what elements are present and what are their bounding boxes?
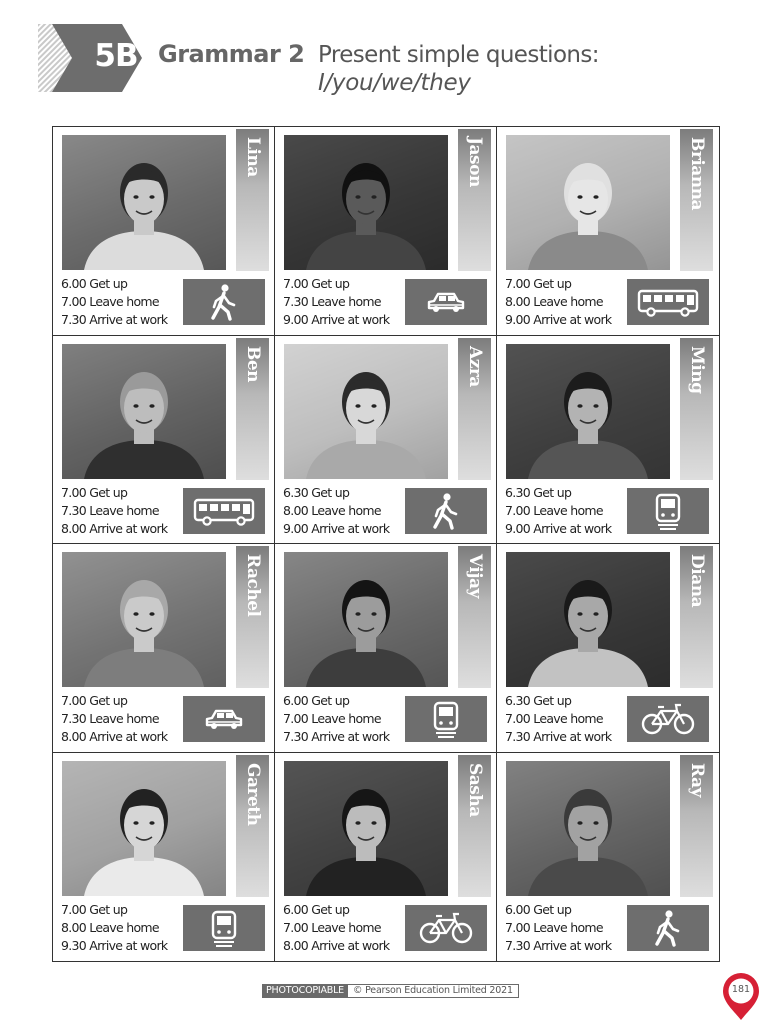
leave-home-time: 7.00 Leave home <box>283 711 381 726</box>
transport-box <box>627 279 709 325</box>
get-up-time: 6.00 Get up <box>283 693 350 708</box>
transport-box <box>405 696 487 742</box>
get-up-time: 7.00 Get up <box>283 276 350 291</box>
leave-home-time: 7.30 Leave home <box>61 711 159 726</box>
person-name: Sasha <box>465 762 485 817</box>
daily-schedule <box>505 275 611 329</box>
people-card-grid <box>52 126 720 962</box>
name-strip <box>680 755 713 897</box>
person-photo <box>284 344 448 479</box>
person-name: Rachel <box>243 554 263 617</box>
leave-home-time: 7.00 Leave home <box>505 502 603 518</box>
copyright-text: © Pearson Education Limited 2021 <box>348 984 519 998</box>
person-photo <box>62 135 226 270</box>
arrive-at-work-time: 9.00 Arrive at work <box>283 312 390 327</box>
leave-home-time: 7.00 Leave home <box>505 711 603 726</box>
person-photo <box>506 344 670 479</box>
person-name: Ben <box>243 345 263 382</box>
person-card-jason <box>275 127 497 336</box>
get-up-time: 7.00 Get up <box>61 693 128 708</box>
arrive-at-work-time: 8.00 Arrive at work <box>283 937 390 953</box>
arrive-at-work-time: 7.30 Arrive at work <box>283 729 390 744</box>
name-strip <box>236 755 269 897</box>
person-card-vijay <box>275 544 497 753</box>
get-up-time: 6.30 Get up <box>505 693 572 708</box>
bus-icon <box>627 279 709 325</box>
person-name: Jason <box>465 137 485 187</box>
person-photo <box>506 552 670 687</box>
transport-box <box>627 488 709 534</box>
leave-home-time: 8.00 Leave home <box>505 294 603 309</box>
person-photo <box>62 344 226 479</box>
person-name: Ming <box>687 345 707 394</box>
person-photo <box>62 552 226 687</box>
daily-schedule <box>283 901 389 955</box>
person-card-ray <box>497 753 719 962</box>
arrive-at-work-time: 7.30 Arrive at work <box>61 312 168 327</box>
leave-home-time: 7.30 Leave home <box>283 294 381 309</box>
footer-notice <box>262 984 519 998</box>
daily-schedule <box>505 484 611 538</box>
person-name: Lina <box>243 137 263 177</box>
person-photo <box>284 761 448 896</box>
arrive-at-work-time: 7.30 Arrive at work <box>505 937 612 953</box>
daily-schedule <box>61 692 167 746</box>
train-icon <box>627 488 709 534</box>
transport-box <box>405 279 487 325</box>
arrive-at-work-time: 8.00 Arrive at work <box>61 729 168 744</box>
leave-home-time: 7.00 Leave home <box>283 919 381 935</box>
bicycle-icon <box>627 696 709 742</box>
car-icon <box>405 279 487 325</box>
arrive-at-work-time: 9.00 Arrive at work <box>505 312 612 327</box>
transport-box <box>183 488 265 534</box>
daily-schedule <box>61 901 167 955</box>
train-icon <box>405 696 487 742</box>
name-strip <box>680 129 713 271</box>
map-pin-icon <box>721 972 761 1022</box>
unit-number: 5B <box>94 38 138 74</box>
person-card-sasha <box>275 753 497 962</box>
daily-schedule <box>61 484 167 538</box>
get-up-time: 7.00 Get up <box>505 276 572 291</box>
get-up-time: 6.00 Get up <box>61 276 128 291</box>
person-card-lina <box>53 127 275 336</box>
page-number: 181 <box>731 984 751 995</box>
leave-home-time: 7.30 Leave home <box>61 502 159 518</box>
person-card-brianna <box>497 127 719 336</box>
name-strip <box>458 755 491 897</box>
person-photo <box>284 552 448 687</box>
transport-box <box>183 696 265 742</box>
name-strip <box>458 546 491 688</box>
get-up-time: 6.00 Get up <box>505 901 572 917</box>
leave-home-time: 7.00 Leave home <box>61 294 159 309</box>
get-up-time: 7.00 Get up <box>61 484 128 500</box>
leave-home-time: 8.00 Leave home <box>283 502 381 518</box>
transport-box <box>183 905 265 951</box>
daily-schedule <box>61 275 167 329</box>
person-card-rachel <box>53 544 275 753</box>
photocopiable-label: PHOTOCOPIABLE <box>262 984 348 998</box>
person-name: Diana <box>687 554 707 608</box>
bicycle-icon <box>405 905 487 951</box>
walk-icon <box>627 905 709 951</box>
walk-icon <box>405 488 487 534</box>
arrive-at-work-time: 9.00 Arrive at work <box>505 520 612 536</box>
person-card-ben <box>53 336 275 545</box>
name-strip <box>236 129 269 271</box>
transport-box <box>627 696 709 742</box>
name-strip <box>236 546 269 688</box>
car-icon <box>183 696 265 742</box>
topic-title: Present simple questions: <box>318 42 599 68</box>
arrive-at-work-time: 9.30 Arrive at work <box>61 937 168 953</box>
get-up-time: 6.00 Get up <box>283 901 350 917</box>
section-title: Grammar 2 <box>158 40 305 68</box>
leave-home-time: 8.00 Leave home <box>61 919 159 935</box>
person-photo <box>506 135 670 270</box>
train-icon <box>183 905 265 951</box>
name-strip <box>236 338 269 480</box>
arrive-at-work-time: 9.00 Arrive at work <box>283 520 390 536</box>
person-card-gareth <box>53 753 275 962</box>
name-strip <box>680 338 713 480</box>
unit-badge <box>38 24 160 92</box>
person-card-ming <box>497 336 719 545</box>
page-header <box>0 0 768 110</box>
person-card-diana <box>497 544 719 753</box>
topic-pronouns: I/you/we/they <box>318 70 471 96</box>
transport-box <box>405 488 487 534</box>
leave-home-time: 7.00 Leave home <box>505 919 603 935</box>
transport-box <box>405 905 487 951</box>
daily-schedule <box>283 275 389 329</box>
bus-icon <box>183 488 265 534</box>
page-number-marker <box>721 972 761 1022</box>
get-up-time: 7.00 Get up <box>61 901 128 917</box>
daily-schedule <box>505 692 611 746</box>
person-name: Azra <box>465 345 485 387</box>
get-up-time: 6.30 Get up <box>505 484 572 500</box>
person-photo <box>506 761 670 896</box>
get-up-time: 6.30 Get up <box>283 484 350 500</box>
person-name: Gareth <box>243 762 263 826</box>
person-photo <box>62 761 226 896</box>
name-strip <box>458 129 491 271</box>
person-name: Brianna <box>687 137 707 211</box>
transport-box <box>627 905 709 951</box>
name-strip <box>458 338 491 480</box>
daily-schedule <box>283 692 389 746</box>
walk-icon <box>183 279 265 325</box>
daily-schedule <box>505 901 611 955</box>
person-card-azra <box>275 336 497 545</box>
name-strip <box>680 546 713 688</box>
person-name: Vijay <box>465 554 485 598</box>
arrive-at-work-time: 7.30 Arrive at work <box>505 729 612 744</box>
arrive-at-work-time: 8.00 Arrive at work <box>61 520 168 536</box>
daily-schedule <box>283 484 389 538</box>
person-name: Ray <box>687 762 707 797</box>
transport-box <box>183 279 265 325</box>
person-photo <box>284 135 448 270</box>
